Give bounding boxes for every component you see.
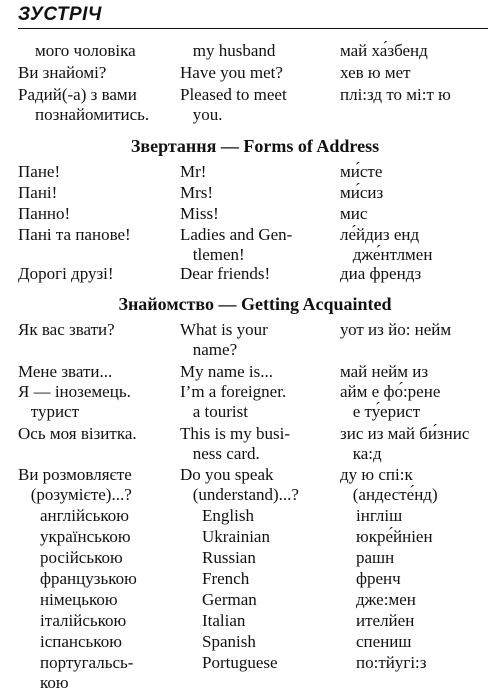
english-phrase: Miss! <box>180 204 219 223</box>
page-header <box>18 2 488 29</box>
ukrainian-phrase: Як вас звати? <box>18 320 115 339</box>
language-pronunciation: інгліш <box>356 506 403 525</box>
pronunciation: мис <box>340 204 368 223</box>
english-phrase: This is my busi- ness card. <box>180 424 291 463</box>
ukrainian-phrase: Пані та панове! <box>18 225 131 244</box>
section-heading-forms-of-address: Звертання — Forms of Address <box>130 136 380 156</box>
english-language: French <box>202 569 250 588</box>
pronunciation: зис из май би́знис ка:д <box>340 424 470 463</box>
ukrainian-phrase: Ось моя візитка. <box>18 424 137 443</box>
ukrainian-phrase: Пане! <box>18 162 61 181</box>
language-pronunciation: ителйен <box>356 611 415 630</box>
language-pronunciation: дже:мен <box>356 590 416 609</box>
ukrainian-phrase: мого чоловіка <box>18 41 136 60</box>
pronunciation: ле́йдиз енд дже́нтлмен <box>340 225 433 264</box>
english-language: Italian <box>202 611 246 630</box>
pronunciation: май нейм из <box>340 362 429 381</box>
ukrainian-phrase: Панно! <box>18 204 71 223</box>
english-phrase: Mrs! <box>180 183 214 202</box>
language-pronunciation: рашн <box>356 548 395 567</box>
english-language: Portuguese <box>202 653 278 672</box>
english-phrase: my husband <box>180 41 276 60</box>
english-phrase: Have you met? <box>180 63 283 82</box>
pronunciation: айм е фо́:рене е ту́ерист <box>340 382 441 421</box>
ukrainian-language: англійською <box>40 506 129 525</box>
english-language: German <box>202 590 257 609</box>
english-phrase: Mr! <box>180 162 207 181</box>
english-phrase: Ladies and Gen- tlemen! <box>180 225 293 264</box>
pronunciation: хев ю мет <box>340 63 411 82</box>
pronunciation: плі:зд то мі:т ю <box>340 85 451 104</box>
english-phrase: What is your name? <box>180 320 268 359</box>
english-language: Russian <box>202 548 256 567</box>
english-phrase: My name is... <box>180 362 274 381</box>
ukrainian-phrase: Пані! <box>18 183 58 202</box>
language-pronunciation: юкре́йніен <box>356 527 433 546</box>
language-pronunciation: френч <box>356 569 401 588</box>
language-pronunciation: по:тйугі:з <box>356 653 427 672</box>
english-phrase: Pleased to meet you. <box>180 85 287 124</box>
pronunciation: май ха́збенд <box>340 41 428 60</box>
ukrainian-phrase: Я — іноземець. турист <box>18 382 131 421</box>
ukrainian-language: французькою <box>40 569 137 588</box>
ukrainian-language: іспанською <box>40 632 122 651</box>
english-language: Ukrainian <box>202 527 270 546</box>
ukrainian-language: італійською <box>40 611 127 630</box>
ukrainian-phrase: Радий(-а) з вами познайомитись. <box>18 85 150 124</box>
ukrainian-phrase: Дорогі друзі! <box>18 264 114 283</box>
page-title: ЗУСТРІЧ <box>18 4 102 25</box>
language-pronunciation: спениш <box>356 632 412 651</box>
section-heading-getting-acquainted: Знайомство — Getting Acquainted <box>118 294 392 314</box>
english-phrase: I’m a foreigner. a tourist <box>180 382 287 421</box>
english-language: English <box>202 506 254 525</box>
pronunciation: ми́сте <box>340 162 383 181</box>
pronunciation: диа френдз <box>340 264 422 283</box>
ukrainian-phrase: Мене звати... <box>18 362 113 381</box>
english-phrase: Do you speak (understand)...? <box>180 465 299 504</box>
pronunciation: уот из йо: нейм <box>340 320 452 339</box>
ukrainian-phrase: Ви розмовляєте (розумієте)...? <box>18 465 132 504</box>
ukrainian-language: українською <box>40 527 131 546</box>
ukrainian-language: російською <box>40 548 123 567</box>
ukrainian-phrase: Ви знайомі? <box>18 63 107 82</box>
english-phrase: Dear friends! <box>180 264 271 283</box>
english-language: Spanish <box>202 632 256 651</box>
pronunciation: ми́сиз <box>340 183 384 202</box>
ukrainian-language: португальсь- кою <box>40 653 134 692</box>
pronunciation: ду ю спі:к (андесте́нд) <box>340 465 438 504</box>
ukrainian-language: німецькою <box>40 590 118 609</box>
